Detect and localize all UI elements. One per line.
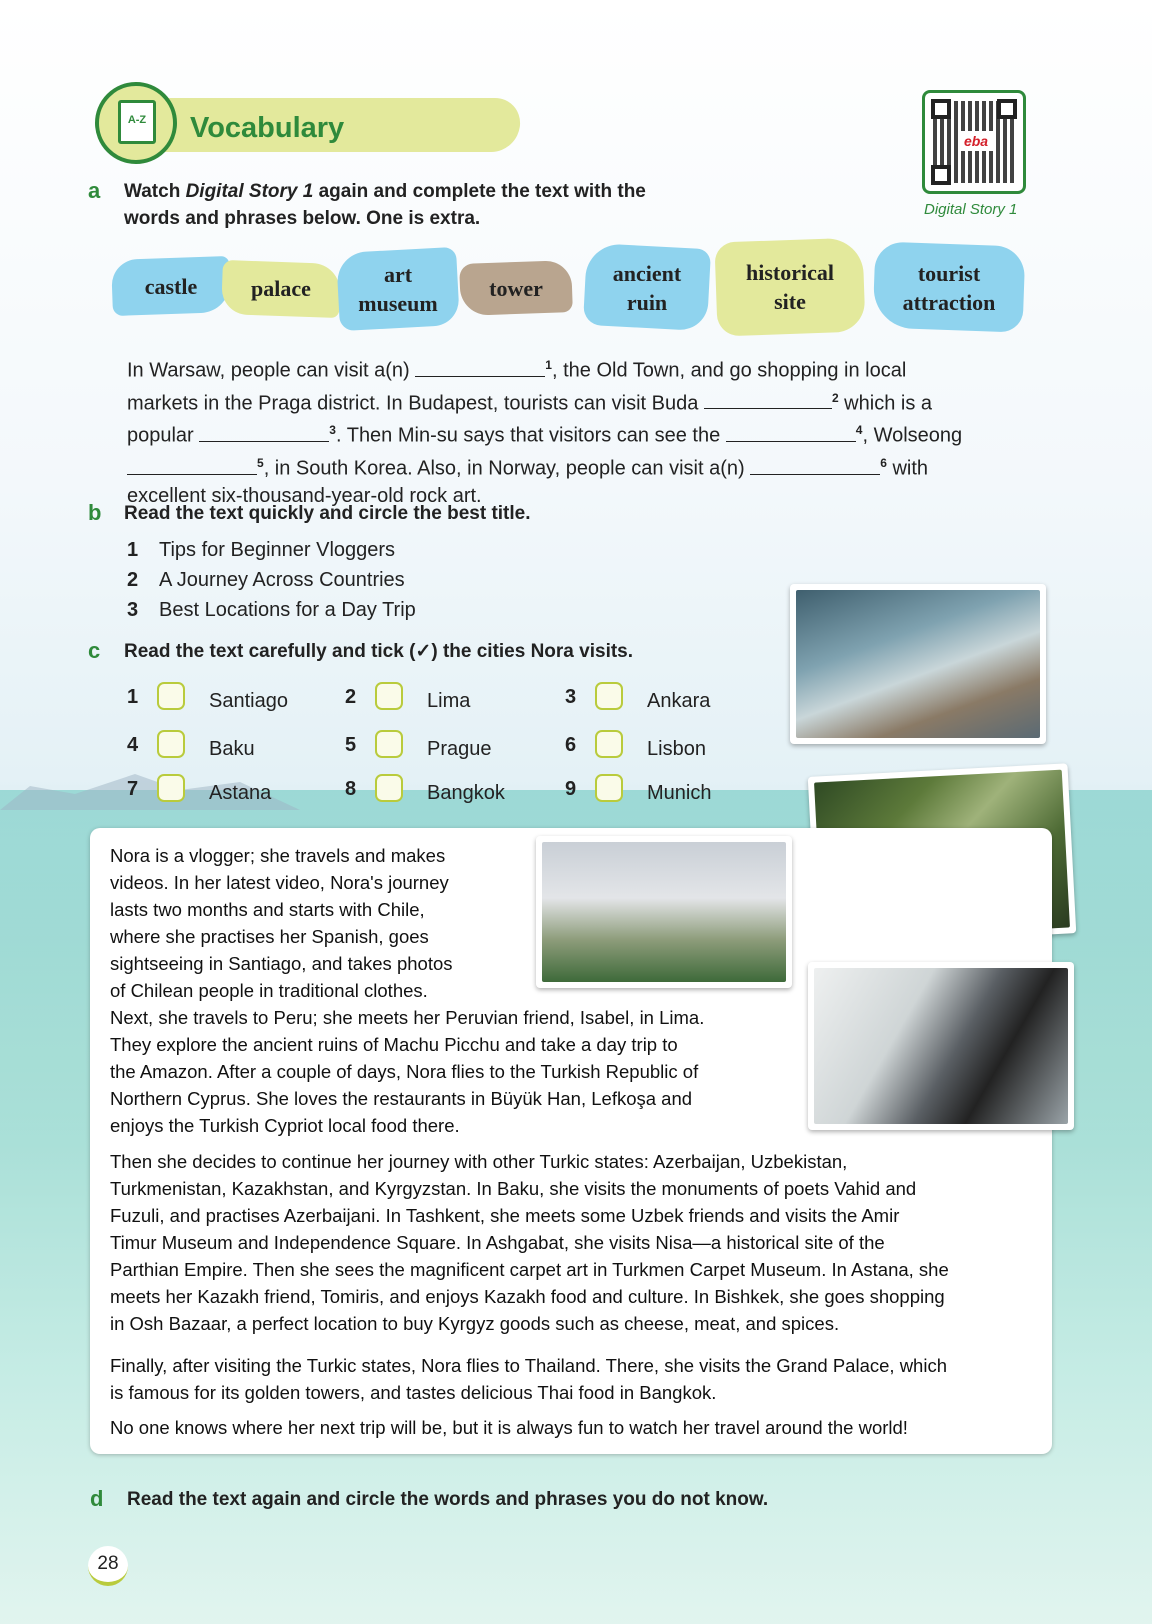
chip-text: art xyxy=(383,262,413,287)
city-number: 1 xyxy=(127,686,139,708)
gap-blank[interactable] xyxy=(415,358,545,377)
instruction-text: again and complete the text with the xyxy=(313,181,646,202)
section-letter-d: d xyxy=(90,1486,104,1511)
tick-box[interactable] xyxy=(157,730,185,758)
tick-box[interactable] xyxy=(157,682,185,710)
gap-number: 1 xyxy=(545,358,552,372)
option-text: Best Locations for a Day Trip xyxy=(159,599,416,621)
gap-blank[interactable] xyxy=(127,456,257,475)
gap-number: 3 xyxy=(329,423,336,438)
city-number: 2 xyxy=(345,686,357,708)
chip-text: ruin xyxy=(626,290,668,315)
tick-box[interactable] xyxy=(375,730,403,758)
chip-text: site xyxy=(774,289,806,314)
option-text: A Journey Across Countries xyxy=(159,569,405,591)
gap-text: which is a xyxy=(838,392,932,415)
story-line: Nora is a vlogger; she travels and makes xyxy=(110,845,446,866)
story-line: where she practises her Spanish, goes xyxy=(110,926,429,947)
section-b-instruction: Read the text quickly and circle the best title. xyxy=(124,503,531,524)
city-number: 4 xyxy=(127,734,139,756)
qr-corner xyxy=(997,99,1017,119)
gap-blank[interactable] xyxy=(750,456,880,475)
city-number: 3 xyxy=(565,686,577,708)
list-item[interactable] xyxy=(127,595,416,625)
gap-fill-text xyxy=(127,352,1027,510)
gap-text: popular xyxy=(127,424,200,447)
tick-box[interactable] xyxy=(595,730,623,758)
story-line: Then she decides to continue her journey with other Turkic states: Azerbaijan, Uzbekistan, xyxy=(110,1151,848,1172)
word-chip xyxy=(338,252,458,326)
chip-text: tower xyxy=(489,275,543,301)
city-number: 9 xyxy=(565,778,577,800)
city-name: Astana xyxy=(209,782,272,804)
option-number: 3 xyxy=(127,599,139,621)
airport-photo xyxy=(790,584,1046,744)
story-line: enjoys the Turkish Cypriot local food there. xyxy=(110,1115,460,1136)
gap-text: , in South Korea. Also, in Norway, people can visit a(n) xyxy=(263,457,751,480)
tick-box[interactable] xyxy=(375,774,403,802)
section-letter-a: a xyxy=(88,178,101,203)
chip-text: museum xyxy=(358,291,438,316)
chip-text: ancient xyxy=(612,261,682,286)
option-number: 1 xyxy=(127,539,139,561)
story-line: Fuzuli, and practises Azerbaijani. In Tashkent, she meets some Uzbek friends and visits the Amir xyxy=(110,1205,900,1226)
story-line: lasts two months and starts with Chile, xyxy=(110,899,425,920)
city-name: Prague xyxy=(427,738,492,760)
story-line: Parthian Empire. Then she sees the magnificent carpet art in Turkmen Carpet Museum. In Astana, she xyxy=(110,1259,949,1280)
section-d-instruction: Read the text again and circle the words and phrases you do not know. xyxy=(127,1489,769,1510)
gap-text: markets in the Praga district. In Budapest, tourists can visit Buda xyxy=(127,392,704,415)
instruction-text: words and phrases below. One is extra. xyxy=(124,208,481,229)
gap-blank[interactable] xyxy=(726,423,856,442)
tick-box[interactable] xyxy=(595,682,623,710)
story-line: meets her Kazakh friend, Tomiris, and enjoys Kazakh food and culture. In Bishkek, she goes shopping xyxy=(110,1286,945,1307)
city-name: Ankara xyxy=(647,690,711,712)
story-line: the Amazon. After a couple of days, Nora flies to the Turkish Republic of xyxy=(110,1061,699,1082)
section-letter-b: b xyxy=(88,500,102,525)
city-name: Lisbon xyxy=(647,738,706,760)
instruction-italic: Digital Story 1 xyxy=(185,181,314,202)
gap-number: 2 xyxy=(831,390,839,405)
list-item[interactable] xyxy=(127,535,416,565)
chip-text: palace xyxy=(251,275,311,301)
word-chip xyxy=(874,250,1024,326)
gap-line xyxy=(127,385,1027,418)
word-chip xyxy=(716,248,864,326)
story-line: videos. In her latest video, Nora's journey xyxy=(110,872,449,893)
chip-text: castle xyxy=(144,273,198,299)
story-line: Timur Museum and Independence Square. In Ashgabat, she visits Nisa—a historical site of the xyxy=(110,1232,885,1253)
instruction-text: Watch xyxy=(124,181,186,202)
studio-photo xyxy=(808,962,1074,1130)
temple-photo xyxy=(536,836,792,988)
gap-text: with xyxy=(886,457,929,480)
gap-number: 5 xyxy=(257,455,264,470)
chip-text: tourist xyxy=(917,261,981,286)
gap-line xyxy=(127,450,1027,483)
photo-image xyxy=(814,968,1068,1124)
page-title: Vocabulary xyxy=(190,112,345,144)
section-a-instruction xyxy=(124,178,844,232)
list-item[interactable] xyxy=(127,565,416,595)
qr-corner xyxy=(931,99,951,119)
story-line: Finally, after visiting the Turkic states, Nora flies to Thailand. There, she visits the Grand Palace, which xyxy=(110,1355,947,1376)
story-paragraph-1 xyxy=(110,842,510,1004)
eba-logo: eba xyxy=(959,131,993,151)
photo-image xyxy=(796,590,1040,738)
gap-blank[interactable] xyxy=(704,390,832,409)
page-number: 28 xyxy=(88,1546,128,1586)
section-letter-c: c xyxy=(88,638,101,663)
story-line: sightseeing in Santiago, and takes photos xyxy=(110,953,453,974)
photo-image xyxy=(542,842,786,982)
city-name: Bangkok xyxy=(427,782,505,804)
word-chip xyxy=(585,250,709,326)
word-chip xyxy=(222,260,340,316)
badge-text: A-Z xyxy=(127,114,147,126)
option-number: 2 xyxy=(127,569,139,591)
tick-box[interactable] xyxy=(157,774,185,802)
city-number: 5 xyxy=(345,734,357,756)
story-paragraph-3 xyxy=(110,1352,1045,1406)
option-text: Tips for Beginner Vloggers xyxy=(159,539,396,561)
gap-text: , Wolseong xyxy=(862,424,963,447)
qr-caption: Digital Story 1 xyxy=(924,201,1018,218)
section-c-instruction: Read the text carefully and tick (✓) the cities Nora visits. xyxy=(124,641,634,662)
story-paragraph-2 xyxy=(110,1148,1045,1337)
city-name: Santiago xyxy=(209,690,288,712)
gap-blank[interactable] xyxy=(199,423,329,442)
tick-box[interactable] xyxy=(375,682,403,710)
gap-text: In Warsaw, people can visit a(n) xyxy=(127,359,416,382)
gap-text: . Then Min-su says that visitors can see the xyxy=(335,424,726,447)
chip-text: attraction xyxy=(902,290,996,315)
story-line: Northern Cyprus. She loves the restaurants in Büyük Han, Lefkoşa and xyxy=(110,1088,693,1109)
gap-number: 6 xyxy=(880,455,887,470)
city-name: Baku xyxy=(209,738,255,760)
gap-line: excellent six-thousand-year-old rock art. xyxy=(127,484,482,507)
city-name: Munich xyxy=(647,782,712,804)
story-line: They explore the ancient ruins of Machu Picchu and take a day trip to xyxy=(110,1034,678,1055)
word-chip xyxy=(112,258,230,314)
gap-line xyxy=(127,417,1027,450)
city-name: Lima xyxy=(427,690,471,712)
chip-text: historical xyxy=(746,260,834,285)
story-paragraph-1-cont xyxy=(110,1004,800,1139)
gap-number: 4 xyxy=(855,423,863,438)
story-paragraph-4: No one knows where her next trip will be, but it is always fun to watch her travel around the world! xyxy=(110,1417,908,1438)
book-icon xyxy=(118,100,156,144)
story-line: of Chilean people in traditional clothes. xyxy=(110,980,428,1001)
story-line: is famous for its golden towers, and tastes delicious Thai food in Bangkok. xyxy=(110,1382,717,1403)
qr-corner xyxy=(931,165,951,185)
title-options xyxy=(127,535,416,625)
word-chip xyxy=(460,260,572,316)
qr-code[interactable] xyxy=(922,90,1026,194)
city-number: 8 xyxy=(345,778,357,800)
story-line: Turkmenistan, Kazakhstan, and Kyrgyzstan. In Baku, she visits the monuments of poets Vahid and xyxy=(110,1178,917,1199)
story-line: Next, she travels to Peru; she meets her Peruvian friend, Isabel, in Lima. xyxy=(110,1007,705,1028)
story-line: in Osh Bazaar, a perfect location to buy Kyrgyz goods such as cheese, meat, and spices. xyxy=(110,1313,840,1334)
gap-line xyxy=(127,352,1027,385)
tick-box[interactable] xyxy=(595,774,623,802)
city-number: 6 xyxy=(565,734,577,756)
gap-text: , the Old Town, and go shopping in local xyxy=(551,359,907,382)
city-number: 7 xyxy=(127,778,139,800)
